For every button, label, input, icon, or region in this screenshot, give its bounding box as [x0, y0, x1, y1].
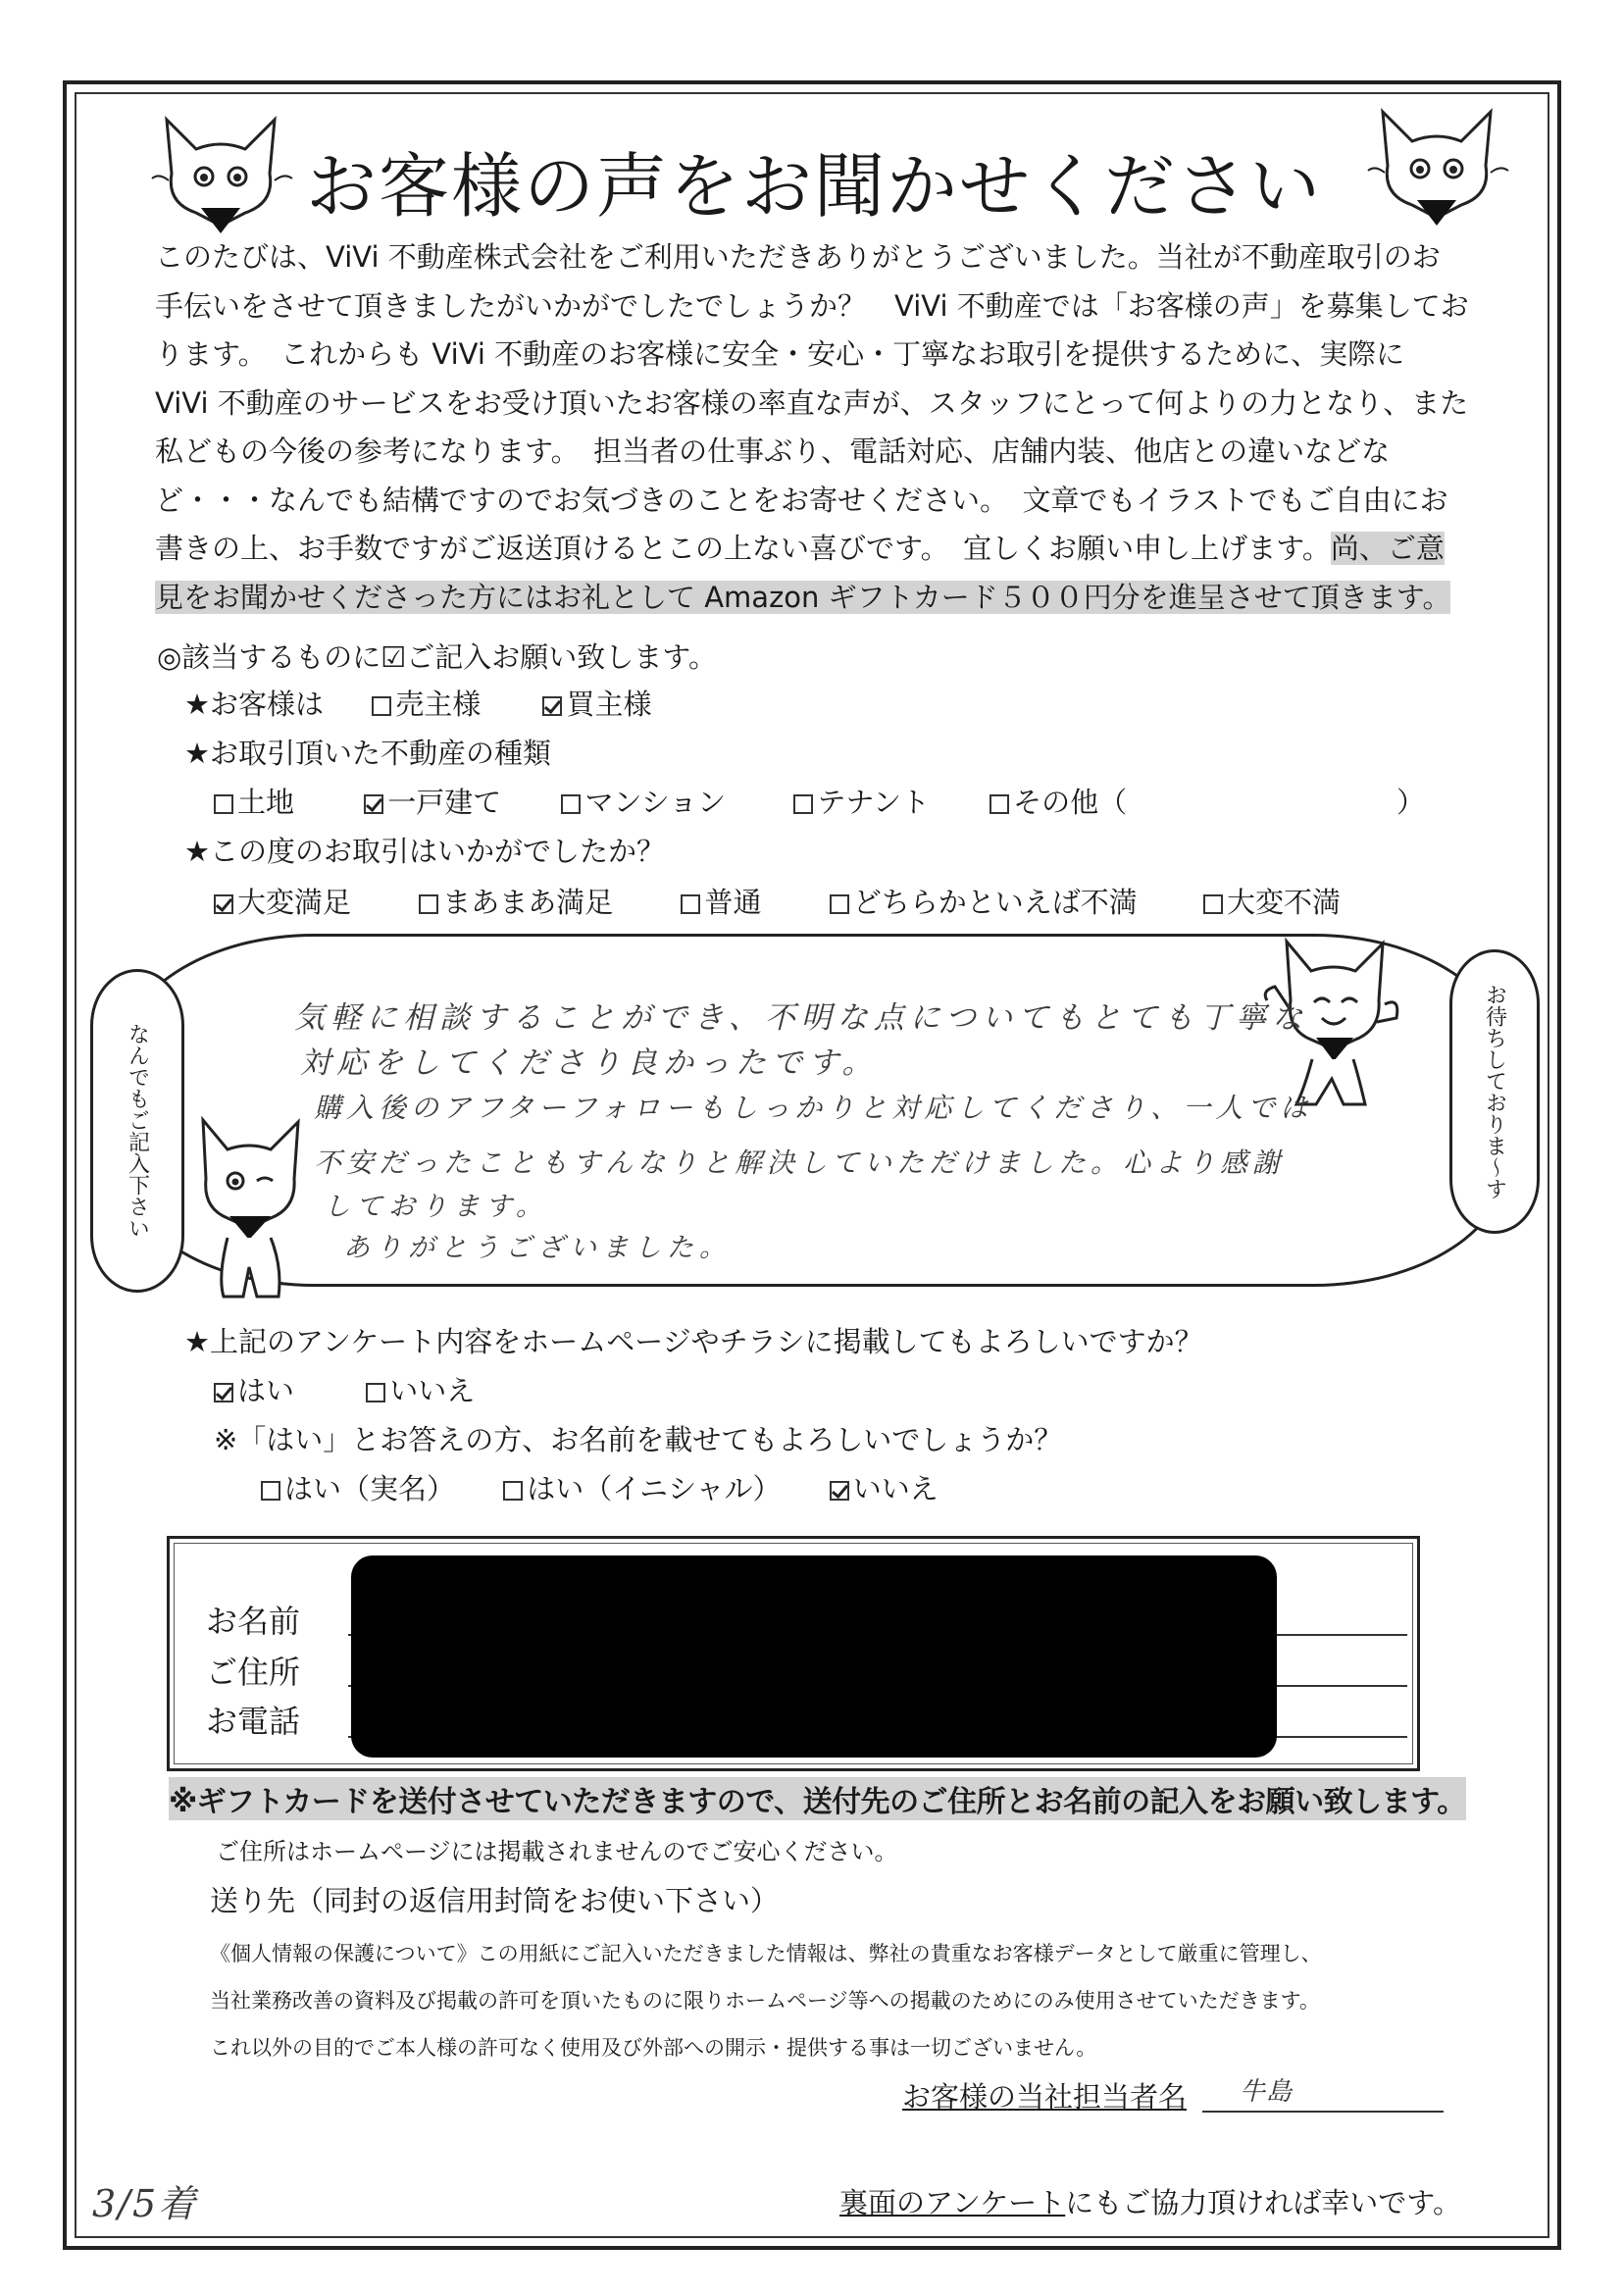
- send-to-label: 送り先（同封の返信用封筒をお使い下さい）: [210, 1884, 780, 1917]
- staff-label: お客様の当社担当者名: [902, 2080, 1188, 2114]
- q1-row: [184, 683, 704, 723]
- q3-options: [214, 881, 1341, 921]
- checkbox-icon: [561, 794, 581, 814]
- amazon-gift-highlight: 尚、ご意: [1330, 532, 1445, 565]
- back-survey-note: [839, 2181, 1461, 2221]
- checkbox-icon: [366, 1383, 385, 1402]
- q3-label: ★この度のお取引はいかがでしたか？: [184, 835, 665, 868]
- cat-mascot-icon: [1363, 102, 1510, 229]
- other-close-paren: ）: [1396, 786, 1426, 819]
- option-label: 大変満足: [237, 886, 352, 919]
- intro-line: ViVi 不動産のサービスをお受け頂いたお客様の率直な声が、スタッフにとって何よりの力となり、また: [155, 385, 1469, 420]
- checked-checkbox-icon: [214, 894, 233, 914]
- staff-name: 牛島: [1240, 2077, 1294, 2107]
- checked-checkbox-icon: [542, 696, 562, 716]
- checkbox-icon: [372, 696, 391, 716]
- intro-line: 私どもの今後の参考になります。 担当者の仕事ぶり、電話対応、店舗内装、他店との違いなどな: [155, 434, 1391, 468]
- privacy-line: 当社業務改善の資料及び掲載の許可を頂いたものに限りホームページ等への掲載のためにのみ使用させていただきます。: [210, 1989, 1320, 2013]
- handwritten-line: 対応をしてくださり良かったです。: [300, 1045, 879, 1081]
- address-label: ご住所: [206, 1654, 301, 1691]
- handwritten-line: しております。: [324, 1192, 548, 1222]
- phone-label: お電話: [206, 1703, 301, 1740]
- q1-label: ★お客様は: [184, 688, 324, 721]
- page-title: お客様の声をお聞かせください: [305, 145, 1322, 228]
- checkbox-other[interactable]: [990, 781, 1127, 821]
- option-label: 普通: [704, 886, 762, 919]
- intro-line: ど・・・なんでも結構ですのでお気づきのことをお寄せください。 文章でもイラストでもご自由にお: [155, 483, 1448, 517]
- option-label: はい（イニシャル）: [527, 1472, 782, 1505]
- option-label: 売主様: [395, 688, 482, 721]
- option-label: 一戸建て: [387, 786, 502, 819]
- privacy-line: これ以外の目的でご本人様の許可なく使用及び外部への開示・提供する事は一切ございません。: [210, 2036, 1097, 2060]
- staff-name-line: [1202, 2111, 1444, 2113]
- checked-checkbox-icon: [214, 1383, 233, 1402]
- back-survey-link: 裏面のアンケート: [839, 2186, 1066, 2219]
- q5-label: ※「はい」とお答えの方、お名前を載せてもよろしいでしょうか？: [214, 1423, 1063, 1456]
- privacy-line: 《個人情報の保護について》この用紙にご記入いただきました情報は、弊社の貴重なお客様データとして厳重に管理し、: [210, 1942, 1322, 1965]
- checkbox-name-real[interactable]: [261, 1467, 455, 1507]
- left-bubble-text: なんでもご記入下さい: [125, 1023, 150, 1239]
- checkbox-icon: [830, 894, 849, 914]
- option-label: まあまあ満足: [442, 886, 614, 919]
- checkbox-publish-yes[interactable]: [214, 1369, 294, 1409]
- intro-line-text: 書きの上、お手数ですがご返送頂けるとこの上ない喜びです。 宜しくお願い申し上げます。: [155, 532, 1331, 565]
- q4-label: ★上記のアンケート内容をホームページやチラシに掲載してもよろしいですか？: [184, 1325, 1203, 1358]
- address-note: ご住所はホームページには掲載されませんのでご安心ください。: [216, 1838, 898, 1865]
- option-label: 土地: [237, 786, 295, 819]
- checkbox-very-dissatisfied[interactable]: [1203, 881, 1341, 921]
- handwritten-line: 不安だったこともすんなりと解決していただけました。心より感謝: [314, 1147, 1286, 1179]
- back-survey-text: にもご協力頂ければ幸いです。: [1065, 2186, 1461, 2219]
- checkbox-icon: [214, 794, 233, 814]
- q5-options: [261, 1467, 991, 1507]
- name-label: お名前: [206, 1603, 301, 1640]
- checkbox-icon: [503, 1481, 523, 1501]
- intro-line: このたびは、ViVi 不動産株式会社をご利用いただきありがとうございました。当社が不動産取引のお: [155, 240, 1441, 274]
- waving-cat-icon: [188, 1110, 316, 1306]
- checkbox-very-satisfied[interactable]: [214, 881, 351, 921]
- intro-line: ります。 これからも ViVi 不動産のお客様に安全・安心・丁寧なお取引を提供するために、実際に: [155, 337, 1405, 371]
- checkbox-name-initial[interactable]: [503, 1467, 781, 1507]
- checkbox-seller[interactable]: [372, 683, 481, 723]
- option-label: マンション: [584, 786, 727, 819]
- checkbox-buyer[interactable]: [542, 683, 651, 723]
- q2-options: [214, 781, 1127, 821]
- checkbox-tenant[interactable]: [793, 781, 930, 821]
- intro-line: 手伝いをさせて頂きましたがいかがでしたでしょうか？ ViVi 不動産では「お客様の声」を募集してお: [155, 288, 1469, 323]
- checkbox-name-no[interactable]: [830, 1467, 939, 1507]
- checkbox-house[interactable]: [364, 781, 501, 821]
- option-label: 大変不満: [1226, 886, 1341, 919]
- checkbox-icon: [1203, 894, 1223, 914]
- checkbox-publish-no[interactable]: [366, 1369, 475, 1409]
- checkbox-somewhat-dissatisfied[interactable]: [830, 881, 1138, 921]
- amazon-gift-highlight: 見をお聞かせくださった方にはお礼として Amazon ギフトカード５００円分を進呈させて頂きます。: [155, 580, 1451, 614]
- option-label: その他（: [1013, 786, 1128, 819]
- checkbox-icon: [990, 794, 1009, 814]
- checkbox-icon: [419, 894, 438, 914]
- handwritten-line: 気軽に相談することができ、不明な点についてもとても丁寧な: [294, 1000, 1309, 1036]
- option-label: はい: [237, 1374, 295, 1407]
- left-speech-bubble: [90, 969, 184, 1293]
- option-label: 買主様: [566, 688, 652, 721]
- checkbox-icon: [681, 894, 700, 914]
- checkbox-somewhat-satisfied[interactable]: [419, 881, 613, 921]
- intro-text: [155, 233, 1489, 622]
- right-bubble-text: お待ちしておりま～す: [1482, 984, 1507, 1199]
- redacted-personal-info: [351, 1555, 1277, 1758]
- right-speech-bubble: [1449, 949, 1540, 1234]
- option-label: はい（実名）: [284, 1472, 456, 1505]
- gift-card-notice: ※ギフトカードを送付させていただきますので、送付先のご住所とお名前の記入をお願い致します。: [169, 1777, 1466, 1820]
- q4-options: [214, 1369, 528, 1409]
- checkbox-land[interactable]: [214, 781, 294, 821]
- checkbox-icon: [261, 1481, 280, 1501]
- intro-line: [155, 574, 1489, 623]
- checkbox-mansion[interactable]: [561, 781, 726, 821]
- option-label: いいえ: [389, 1374, 476, 1407]
- checkbox-normal[interactable]: [681, 881, 761, 921]
- handwritten-line: 購入後のアフターフォローもしっかりと対応してくださり、一人では: [314, 1092, 1313, 1124]
- checked-checkbox-icon: [364, 794, 383, 814]
- option-label: テナント: [817, 786, 930, 819]
- option-label: どちらかといえば不満: [852, 886, 1138, 919]
- received-date: 3/5着: [92, 2182, 198, 2225]
- handwritten-line: ありがとうございました。: [343, 1233, 732, 1263]
- intro-line: [155, 525, 1489, 574]
- instruction: ◎該当するものに☑ご記入お願い致します。: [157, 640, 717, 674]
- q2-label: ★お取引頂いた不動産の種類: [184, 737, 551, 770]
- option-label: いいえ: [852, 1472, 939, 1505]
- cat-mascot-icon: [147, 110, 294, 237]
- checked-checkbox-icon: [830, 1481, 849, 1501]
- checkbox-icon: [793, 794, 813, 814]
